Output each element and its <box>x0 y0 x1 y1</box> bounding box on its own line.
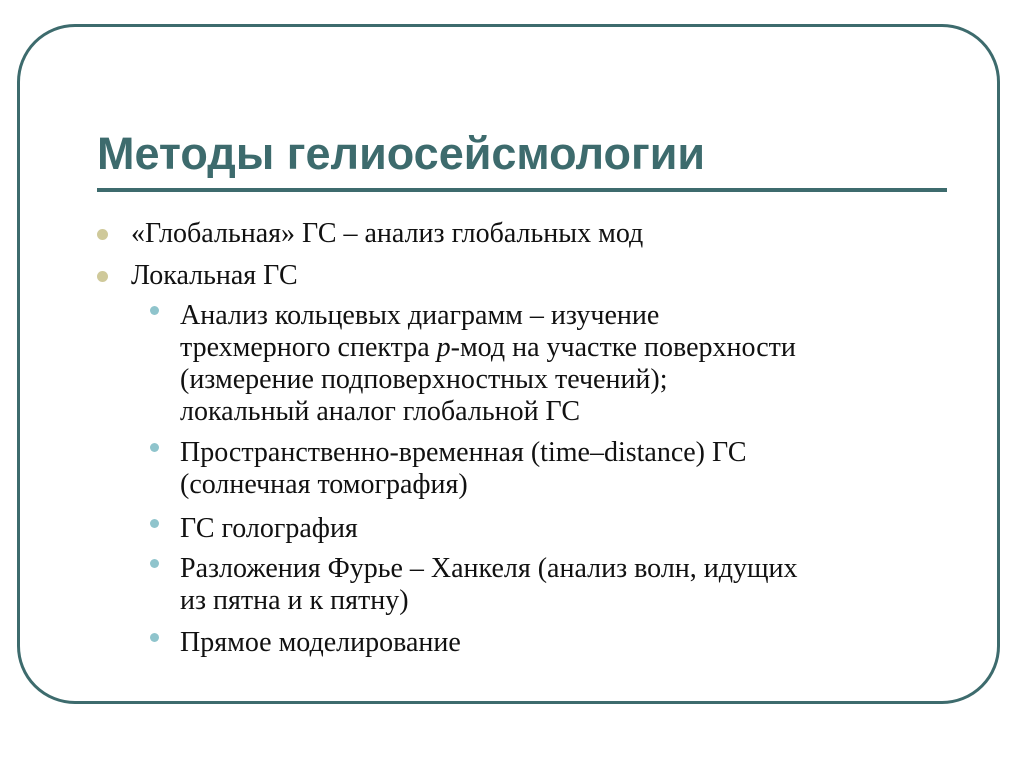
sub-bullet-time-distance-line-1: Пространственно-временная (time–distance) ГС <box>180 437 747 468</box>
sub-bullet-fourier-hankel-line-2: из пятна и к пятну) <box>180 585 409 616</box>
sub-bullet-holography: ГС голография <box>180 513 358 544</box>
sub-bullet-dot-icon <box>150 306 159 315</box>
slide-title: Методы гелиосейсмологии <box>97 128 706 179</box>
sub-bullet-dot-icon <box>150 559 159 568</box>
bullet-global-hs: «Глобальная» ГС – анализ глобальных мод <box>131 218 644 249</box>
sub-bullet-dot-icon <box>150 633 159 642</box>
sub-bullet-ring-diagrams-line-4: локальный аналог глобальной ГС <box>180 396 581 427</box>
bullet-dot-icon <box>97 271 108 282</box>
bullet-dot-icon <box>97 229 108 240</box>
bullet-local-hs: Локальная ГС <box>131 260 298 291</box>
sub-bullet-dot-icon <box>150 519 159 528</box>
sub-bullet-ring-diagrams-line-2: трехмерного спектра p-мод на участке поверхности <box>180 332 796 363</box>
sub-bullet-ring-diagrams-line-3: (измерение подповерхностных течений); <box>180 364 668 395</box>
sub-bullet-ring-diagrams-line-1: Анализ кольцевых диаграмм – изучение <box>180 300 660 331</box>
sub-bullet-direct-modeling: Прямое моделирование <box>180 627 461 658</box>
sub-bullet-fourier-hankel-line-1: Разложения Фурье – Ханкеля (анализ волн, идущих <box>180 553 798 584</box>
sub-bullet-dot-icon <box>150 443 159 452</box>
sub-bullet-time-distance-line-2: (солнечная томография) <box>180 469 468 500</box>
